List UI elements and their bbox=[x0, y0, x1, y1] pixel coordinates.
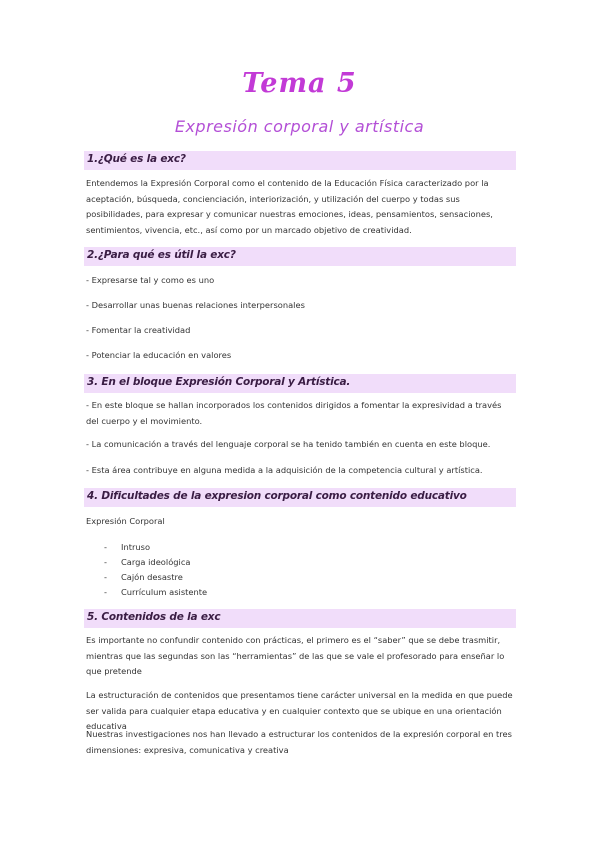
bullet-dash: - bbox=[104, 542, 107, 552]
section-3-paragraph-1: - En este bloque se hallan incorporados los contenidos dirigidos a fomentar la expresividad a través del cuerpo y el movimiento. bbox=[86, 400, 502, 426]
section-1-heading-text: 1.¿Qué es la exc? bbox=[87, 153, 186, 165]
list-item: Intruso bbox=[121, 542, 151, 552]
section-3-heading-text: 3. En el bloque Expresión Corporal y Artística. bbox=[87, 376, 351, 388]
section-1-paragraph: Entendemos la Expresión Corporal como el contenido de la Educación Física caracterizado por la aceptación, búsqueda, concienciación, interiorización, y utilización del cuerpo y todas sus posibilidades, para expresar y comunicar nuestras emociones, ideas, pensamientos, sensaciones, sentimientos, vivencia, etc., así como por un marcado objetivo de creatividad. bbox=[86, 178, 493, 235]
section-3-paragraph-3: - Esta área contribuye en alguna medida a la adquisición de la competencia cultural y artística. bbox=[86, 465, 483, 475]
section-5-paragraph-1: Es importante no confundir contenido con prácticas, el primero es el “saber” que se debe trasmitir, mientras que las segundas son las “herramientas” de las que se vale el profesorado para enseñar lo que pretende bbox=[86, 635, 505, 676]
section-5-heading bbox=[84, 609, 516, 628]
list-item: Currículum asistente bbox=[121, 587, 208, 597]
bullet-dash: - bbox=[104, 557, 107, 567]
list-item: - Expresarse tal y como es uno bbox=[86, 275, 215, 285]
bullet-dash: - bbox=[104, 587, 107, 597]
bullet-dash: - bbox=[104, 572, 107, 582]
page-title: Tema 5 bbox=[242, 68, 357, 99]
list-item: Carga ideológica bbox=[121, 557, 191, 567]
page-subtitle: Expresión corporal y artística bbox=[174, 117, 425, 136]
section-5-paragraph-2: La estructuración de contenidos que presentamos tiene carácter universal en la medida en que puede ser valida para cualquier etapa educativa y en cualquier contexto que se ubique en una orientación educativa bbox=[86, 690, 513, 731]
list-item: - Desarrollar unas buenas relaciones interpersonales bbox=[86, 300, 305, 310]
section-4-heading bbox=[84, 488, 516, 507]
section-5-heading-text: 5. Contenidos de la exc bbox=[87, 611, 221, 623]
section-2-heading bbox=[84, 247, 516, 266]
list-item: - Potenciar la educación en valores bbox=[86, 350, 232, 360]
section-5-paragraph-3: Nuestras investigaciones nos han llevado a estructurar los contenidos de la expresión corporal en tres dimensiones: expresiva, comunicativa y creativa bbox=[86, 729, 512, 755]
section-4-intro: Expresión Corporal bbox=[86, 516, 165, 526]
section-2-heading-text: 2.¿Para qué es útil la exc? bbox=[87, 249, 236, 261]
section-4-heading-text: 4. Dificultades de la expresion corporal como contenido educativo bbox=[87, 490, 467, 502]
list-item: - Fomentar la creatividad bbox=[86, 325, 191, 335]
list-item: Cajón desastre bbox=[121, 572, 183, 582]
section-1-heading bbox=[84, 151, 516, 170]
section-3-heading bbox=[84, 374, 516, 393]
section-3-paragraph-2: - La comunicación a través del lenguaje corporal se ha tenido también en cuenta en este bloque. bbox=[86, 439, 491, 449]
